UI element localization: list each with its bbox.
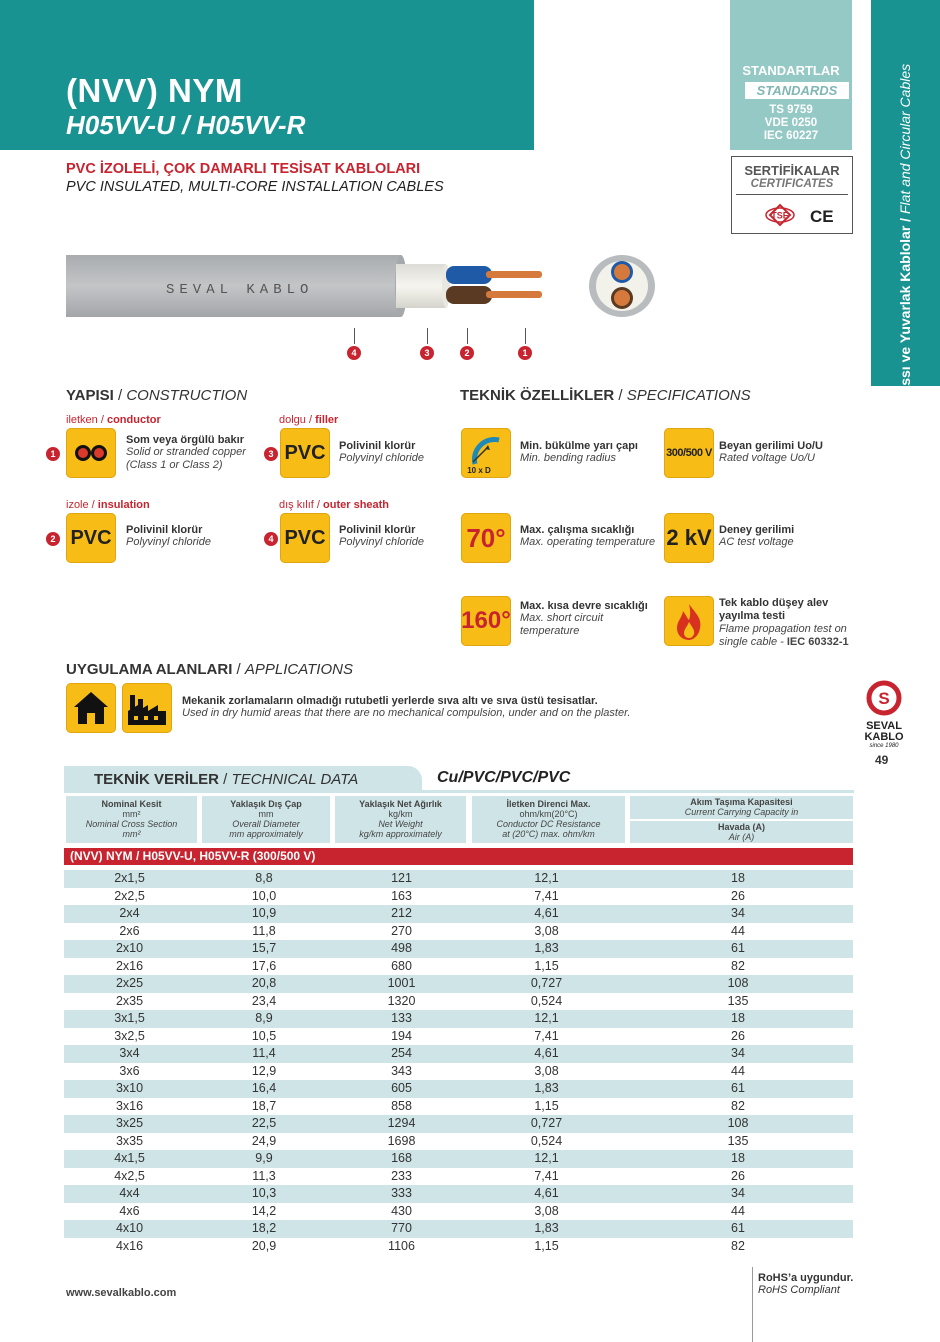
table-cell: 4,61: [534, 1046, 559, 1060]
table-cell: 18: [731, 1151, 745, 1165]
col-header-weight: Yaklaşık Net Ağırlık kg/km Net Weight kg/km approximately: [335, 796, 466, 843]
table-cell: 0,524: [530, 993, 563, 1008]
table-cell: 2x16: [115, 958, 144, 973]
conductor-icon: [66, 428, 116, 478]
callout-leader: [354, 328, 355, 344]
table-cell: 9,9: [255, 1151, 273, 1165]
col-header-capacity: Akım Taşıma Kapasitesi Current Carrying Capacity in: [630, 796, 853, 819]
table-row: [64, 1063, 853, 1081]
spec-desc: Deney gerilimi AC test voltage: [719, 524, 795, 548]
table-cell: 20,8: [251, 976, 277, 990]
table-cell: 12,1: [534, 1011, 559, 1025]
table-cell: 4,61: [534, 1186, 559, 1200]
standard-item: TS 9759: [769, 104, 813, 116]
page-number: 49: [875, 753, 889, 767]
table-cell: 2x35: [115, 993, 144, 1008]
table-cell: 26: [731, 1028, 745, 1043]
col-header-cross-section: Nominal Kesit mm² Nominal Cross Section mm²: [66, 796, 197, 843]
table-cell: 2x10: [115, 941, 144, 955]
table-cell: 12,1: [534, 871, 559, 885]
table-cell: 12,1: [534, 1151, 559, 1165]
standards-title: STANDARTLAR: [742, 63, 840, 78]
table-cell: 7,41: [534, 1028, 559, 1043]
tse-logo-icon: [766, 205, 794, 225]
table-cell: 3x2,5: [114, 1028, 145, 1043]
table-cell: 2x25: [115, 976, 144, 990]
certificates-title: SERTİFİKALAR: [744, 163, 840, 178]
bending-radius-icon: [461, 428, 511, 478]
table-cell: 1,83: [534, 1081, 559, 1095]
table-cell: 10,5: [251, 1028, 277, 1043]
callout-2: 2: [460, 346, 474, 360]
table-cell: 8,8: [255, 871, 273, 885]
callout-1: 1: [518, 346, 532, 360]
table-cell: 430: [391, 1203, 412, 1218]
standards-title-en: STANDARDS: [745, 82, 849, 99]
table-row: [64, 993, 853, 1011]
table-row: [64, 1203, 853, 1221]
table-cell: 34: [731, 1046, 745, 1060]
table-cell: 8,9: [255, 1011, 273, 1025]
technical-data-heading: TEKNİK VERİLER / TECHNICAL DATA: [94, 771, 359, 788]
table-cell: 3x1,5: [114, 1011, 145, 1025]
table-cell: 10,3: [251, 1186, 277, 1200]
construction-num: 2: [46, 532, 60, 546]
data-table: [64, 870, 853, 1255]
table-cell: 4x4: [119, 1186, 140, 1200]
table-cell: 23,4: [251, 993, 277, 1008]
table-row: [64, 1133, 853, 1151]
table-cell: 135: [727, 1133, 749, 1148]
table-row: [64, 1045, 853, 1063]
table-cell: 1,15: [534, 1238, 559, 1253]
table-cell: 3x10: [115, 1081, 144, 1095]
table-cell: 61: [731, 941, 745, 955]
factory-icon: [122, 683, 172, 733]
website-link[interactable]: www.sevalkablo.com: [66, 1287, 177, 1299]
divider: [752, 1267, 753, 1342]
insulation-blue: [446, 266, 492, 284]
pvc-icon: PVC: [66, 513, 116, 563]
table-cell: 2x2,5: [114, 888, 145, 903]
page-subtitle: H05VV-U / H05VV-R: [66, 110, 306, 140]
table-cell: 254: [391, 1046, 412, 1060]
operating-temperature-icon: 70°: [461, 513, 511, 563]
callout-leader: [467, 328, 468, 344]
construction-desc: Polivinil klorür Polyvinyl chloride: [339, 524, 424, 548]
table-cell: 121: [391, 871, 412, 885]
table-cell: 82: [731, 1098, 745, 1113]
table-cell: 61: [731, 1221, 745, 1235]
table-row: [64, 940, 853, 958]
table-cell: 3,08: [534, 1203, 559, 1218]
construction-category: izole / insulation: [66, 499, 150, 511]
table-cell: 3x4: [119, 1046, 140, 1060]
table-cell: 168: [391, 1151, 412, 1165]
table-cell: 44: [731, 1063, 745, 1078]
table-cell: 3x35: [115, 1133, 144, 1148]
table-cell: 2x6: [119, 923, 140, 938]
specifications-heading: TEKNİK ÖZELLİKLER / SPECIFICATIONS: [460, 387, 751, 404]
table-cell: 4x2,5: [114, 1168, 145, 1183]
table-cell: 7,41: [534, 888, 559, 903]
table-cell: 82: [731, 1238, 745, 1253]
house-icon: [66, 683, 116, 733]
table-cell: 1001: [387, 976, 416, 990]
table-cell: 18,7: [251, 1098, 277, 1113]
material-label: Cu/PVC/PVC/PVC: [437, 769, 571, 786]
table-cell: 1,83: [534, 1221, 559, 1235]
table-cell: 82: [731, 958, 745, 973]
table-cell: 1320: [387, 993, 416, 1008]
rohs-note: RoHS’a uygundur. RoHS Compliant: [758, 1272, 854, 1296]
applications-desc: Mekanik zorlamaların olmadığı rutubetli yerlerde sıva altı ve sıva üstü tesisatlar. Used in dry humid areas that there are no mechanical compulsion, under and on the plaster.: [182, 695, 631, 719]
table-cell: 22,5: [251, 1116, 277, 1130]
table-cell: 0,727: [530, 1116, 563, 1130]
cable-illustration: [66, 255, 546, 317]
product-title-en: PVC INSULATED, MULTI-CORE INSTALLATION CABLES: [66, 179, 444, 195]
filler: [396, 264, 446, 308]
table-cell: 20,9: [251, 1238, 277, 1253]
table-row: [64, 870, 853, 888]
construction-num: 3: [264, 447, 278, 461]
page-title: (NVV) NYM: [66, 72, 243, 109]
applications-heading: UYGULAMA ALANLARI / APPLICATIONS: [66, 661, 353, 678]
table-cell: 4x10: [115, 1221, 144, 1235]
ce-mark-icon: CE: [810, 207, 834, 226]
table-cell: 858: [391, 1098, 412, 1113]
table-row: [64, 923, 853, 941]
table-cell: 1,83: [534, 941, 559, 955]
table-cell: 1106: [388, 1238, 415, 1253]
table-cell: 34: [731, 906, 745, 920]
table-cell: 18,2: [251, 1221, 277, 1235]
pvc-icon: PVC: [280, 513, 330, 563]
pvc-icon: PVC: [280, 428, 330, 478]
callout-3: 3: [420, 346, 434, 360]
table-cell: 10,0: [251, 888, 277, 903]
table-cell: 4x1,5: [114, 1151, 145, 1165]
technical-data-bar: [64, 790, 854, 793]
construction-category: dolgu / filler: [279, 414, 339, 426]
table-cell: 135: [727, 993, 749, 1008]
table-cell: 16,4: [251, 1081, 277, 1095]
seval-logo-icon: [860, 680, 908, 716]
table-cell: 343: [391, 1063, 412, 1078]
construction-category: iletken / conductor: [66, 414, 161, 426]
table-cell: 270: [391, 923, 412, 938]
construction-num: 4: [264, 532, 278, 546]
construction-heading: YAPISI / CONSTRUCTION: [66, 387, 248, 404]
construction-desc: Som veya örgülü bakır Solid or stranded copper (Class 1 or Class 2): [126, 434, 246, 471]
table-cell: 194: [391, 1028, 412, 1043]
tse-text: TSE: [771, 210, 789, 221]
table-cell: 44: [731, 923, 745, 938]
table-group-header: (NVV) NYM / H05VV-U, H05VV-R (300/500 V): [64, 848, 853, 865]
table-row: [64, 1080, 853, 1098]
side-tab-en: Flat and Circular Cables: [897, 63, 913, 215]
spec-desc: Min. bükülme yarı çapı Min. bending radius: [520, 440, 638, 464]
divider: [736, 194, 848, 195]
table-cell: 3,08: [534, 923, 559, 938]
table-cell: 1,15: [534, 958, 559, 973]
table-row: [64, 1238, 853, 1256]
table-row: [64, 905, 853, 923]
table-row: [64, 888, 853, 906]
table-row: [64, 1168, 853, 1186]
svg-text:10 x D: 10 x D: [467, 466, 491, 475]
table-cell: 34: [731, 1186, 745, 1200]
spec-desc: Beyan gerilimi Uo/U Rated voltage Uo/U: [719, 440, 823, 464]
spec-desc: Max. çalışma sıcaklığı Max. operating temperature: [520, 524, 656, 548]
table-cell: 2x1,5: [114, 871, 145, 885]
construction-desc: Polivinil klorür Polyvinyl chloride: [339, 440, 424, 464]
table-cell: 11,8: [252, 923, 276, 938]
table-cell: 3x25: [115, 1116, 144, 1130]
product-title-tr: PVC İZOLELİ, ÇOK DAMARLI TESİSAT KABLOLARI: [66, 161, 421, 177]
table-cell: 7,41: [534, 1168, 559, 1183]
table-cell: 18: [731, 1011, 745, 1025]
table-cell: 26: [731, 1168, 745, 1183]
table-cell: 61: [731, 1081, 745, 1095]
side-category-text: [897, 64, 913, 402]
cable-cross-section: [588, 254, 656, 318]
table-row: [64, 1098, 853, 1116]
table-cell: 108: [727, 976, 749, 990]
table-cell: 1698: [387, 1133, 416, 1148]
table-cell: 3,08: [534, 1063, 559, 1078]
table-cell: 15,7: [251, 941, 277, 955]
svg-text:S: S: [878, 689, 890, 708]
table-cell: 3x6: [119, 1063, 140, 1078]
table-row: [64, 1028, 853, 1046]
table-cell: 0,727: [530, 976, 563, 990]
seval-logo: S SEVAL KABLO since 1980: [860, 680, 908, 749]
table-cell: 4x16: [115, 1238, 144, 1253]
construction-category: dış kılıf / outer sheath: [279, 499, 390, 511]
table-cell: 233: [391, 1168, 412, 1183]
table-cell: 17,6: [251, 958, 277, 973]
insulation-brown: [446, 286, 492, 304]
certificates-box: [731, 156, 853, 234]
certificates-title-en: CERTIFICATES: [750, 178, 834, 190]
rated-voltage-icon: 300/500 V: [664, 428, 714, 478]
table-cell: 1,15: [534, 1098, 559, 1113]
table-cell: 605: [391, 1081, 412, 1095]
standard-item: VDE 0250: [764, 117, 818, 129]
table-cell: 11,4: [252, 1046, 276, 1060]
table-row: [64, 1220, 853, 1238]
table-row: [64, 975, 853, 993]
table-cell: 18: [731, 871, 745, 885]
callout-leader: [427, 328, 428, 344]
table-cell: 4,61: [534, 906, 559, 920]
table-cell: 680: [391, 958, 412, 973]
col-header-resistance: İletken Direnci Max. ohm/km(20°C) Conductor DC Resistance at (20°C) max. ohm/km: [472, 796, 625, 843]
standards-list: [730, 104, 852, 143]
col-header-diameter: Yaklaşık Dış Çap mm Overall Diameter mm approximately: [202, 796, 330, 843]
conductor-copper: [486, 271, 542, 278]
table-cell: 14,2: [251, 1203, 277, 1218]
table-cell: 4x6: [119, 1203, 140, 1218]
table-row: [64, 1115, 853, 1133]
cable-print: SEVAL KABLO: [166, 282, 314, 298]
construction-desc: Polivinil klorür Polyvinyl chloride: [126, 524, 211, 548]
table-cell: 498: [391, 941, 412, 955]
table-row: [64, 958, 853, 976]
table-cell: 163: [391, 888, 412, 903]
test-voltage-icon: 2 kV: [664, 513, 714, 563]
spec-desc: Max. kısa devre sıcaklığı Max. short circuit temperature: [520, 600, 648, 637]
side-tab-tr: Yassı ve Yuvarlak Kablolar /: [897, 214, 913, 403]
table-cell: 770: [391, 1221, 412, 1235]
construction-num: 1: [46, 447, 60, 461]
table-cell: 0,524: [530, 1133, 563, 1148]
short-circuit-temperature-icon: 160°: [461, 596, 511, 646]
certificate-marks: [736, 201, 848, 229]
table-row: [64, 1150, 853, 1168]
col-header-air: Havada (A) Air (A): [630, 821, 853, 843]
table-cell: 24,9: [251, 1133, 277, 1148]
table-row: [64, 1185, 853, 1203]
table-cell: 212: [391, 906, 412, 920]
flame-icon: [664, 596, 714, 646]
table-cell: 11,3: [252, 1168, 276, 1183]
table-cell: 3x16: [115, 1098, 144, 1113]
table-cell: 133: [391, 1011, 412, 1025]
table-cell: 333: [391, 1186, 412, 1200]
standard-item: IEC 60227: [763, 130, 819, 142]
table-cell: 108: [727, 1116, 749, 1130]
table-cell: 26: [731, 888, 745, 903]
callout-4: 4: [347, 346, 361, 360]
table-cell: 44: [731, 1203, 745, 1218]
table-cell: 10,9: [251, 906, 277, 920]
table-cell: 12,9: [251, 1063, 277, 1078]
table-cell: 1294: [387, 1116, 416, 1130]
table-cell: 2x4: [119, 906, 140, 920]
spec-desc: Tek kablo düşey alev yayılma testi Flame propagation test on single cable - IEC 60332-1: [719, 597, 849, 648]
callout-leader: [525, 328, 526, 344]
table-row: [64, 1010, 853, 1028]
